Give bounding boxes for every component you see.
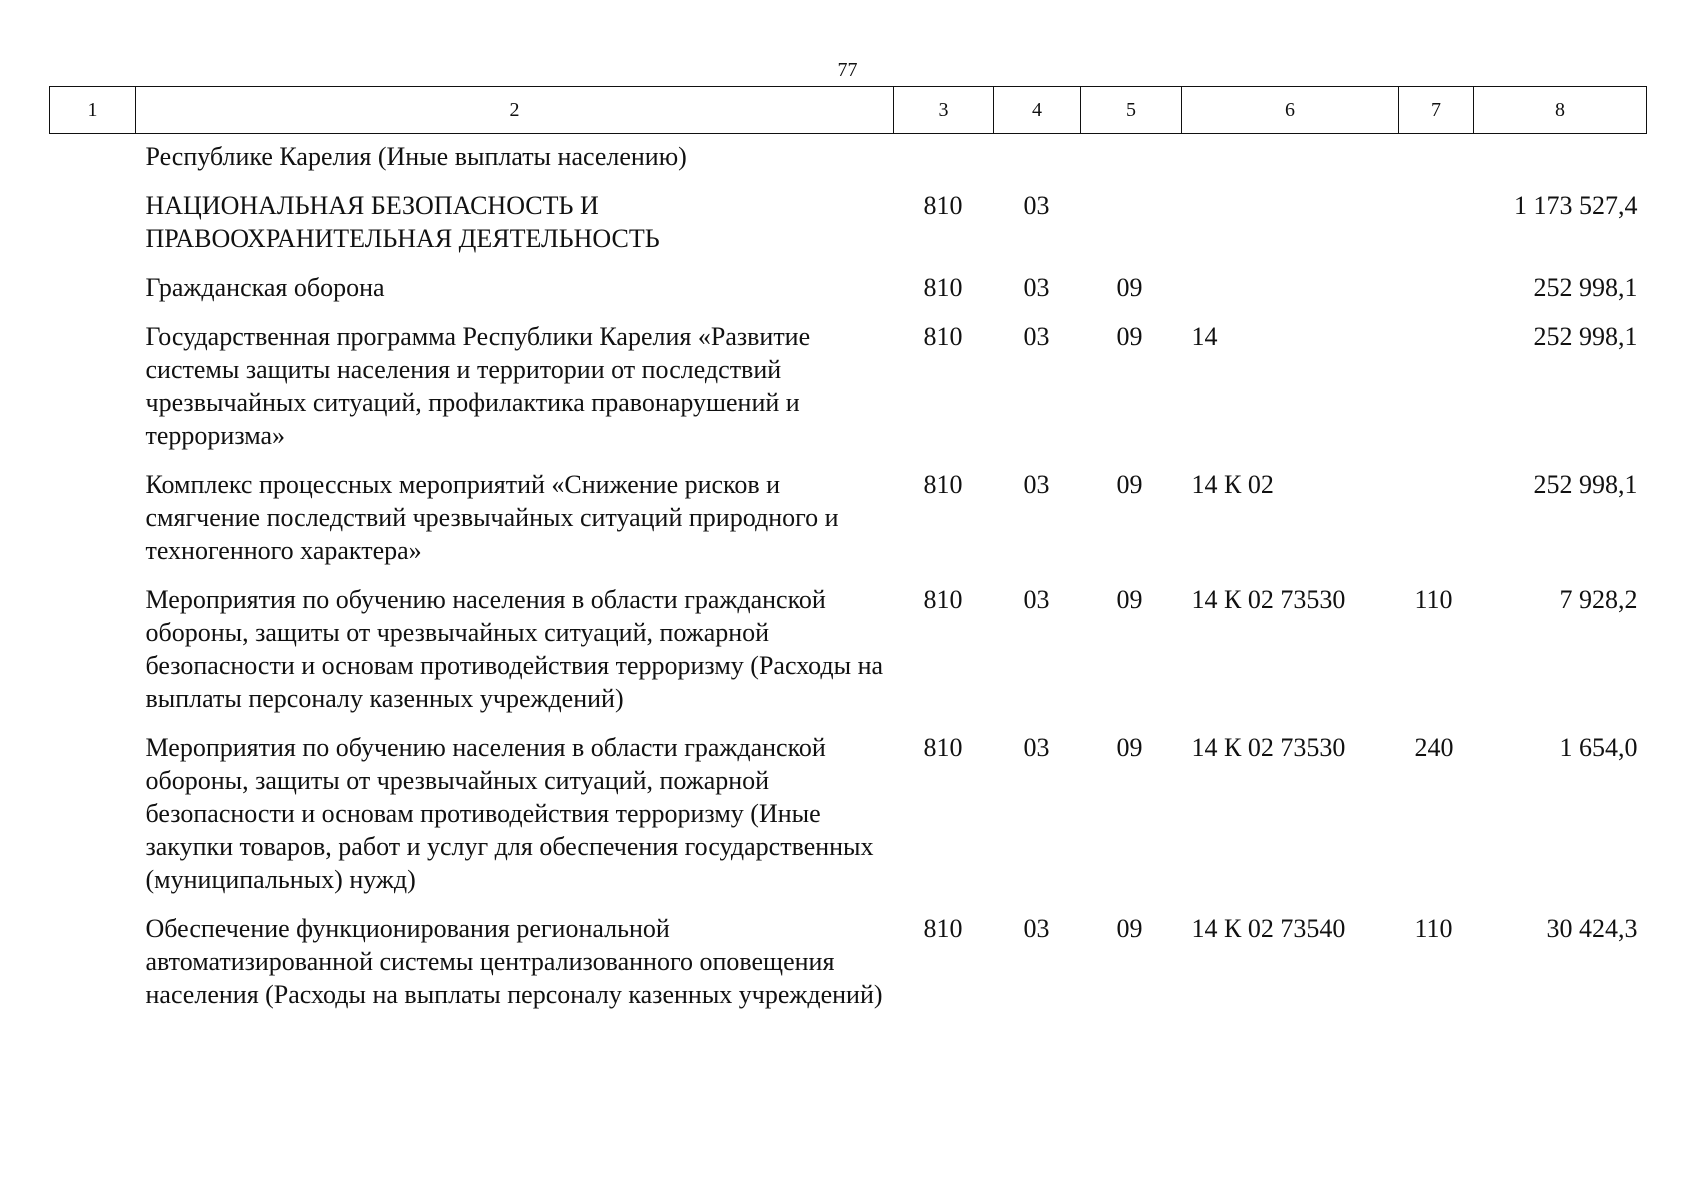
- expense-type-code: 110: [1414, 914, 1453, 943]
- row-number-cell: [50, 452, 136, 567]
- target-article-code: 14: [1191, 322, 1218, 351]
- amount: [1474, 134, 1647, 174]
- row-number-cell: [50, 134, 136, 174]
- section-code: 03: [1023, 273, 1050, 302]
- header-row: [50, 87, 1647, 134]
- subsection-code: 09: [1116, 322, 1143, 351]
- amount: 252 998,1: [1533, 470, 1638, 499]
- expense-type-code: [1399, 255, 1474, 304]
- item-name: Мероприятия по обучению населения в области гражданской обороны, защиты от чрезвычайных ситуаций, пожарной безопасности и основам противодействия терроризму (Иные закупки товаров, работ и услуг для обеспечения государственных (муниципальных) нужд): [145, 733, 874, 894]
- subsection-code: [1081, 173, 1182, 255]
- expense-type-code: [1399, 304, 1474, 452]
- subsection-code: 09: [1116, 914, 1143, 943]
- subsection-code: 09: [1116, 585, 1143, 614]
- header-col-3: 3: [894, 87, 994, 134]
- expense-type-code: [1399, 173, 1474, 255]
- row-number-cell: [50, 715, 136, 896]
- ministry-code: [894, 134, 994, 174]
- row-number-cell: [50, 896, 136, 1011]
- row-number-cell: [50, 567, 136, 715]
- section-code: 03: [1023, 191, 1050, 220]
- budget-table: [49, 86, 1647, 1011]
- table-row: [50, 452, 1647, 567]
- table-row: [50, 896, 1647, 1011]
- expense-type-code: 110: [1414, 585, 1453, 614]
- header-col-1: 1: [50, 87, 136, 134]
- row-number-cell: [50, 173, 136, 255]
- section-code: 03: [1023, 585, 1050, 614]
- expense-type-code: [1399, 134, 1474, 174]
- table-row: [50, 304, 1647, 452]
- table-header: [50, 87, 1647, 134]
- ministry-code: 810: [923, 470, 963, 499]
- section-code: 03: [1023, 322, 1050, 351]
- amount: 7 928,2: [1559, 585, 1638, 614]
- page-number: [0, 58, 1697, 82]
- header-col-5: 5: [1081, 87, 1182, 134]
- item-name: Мероприятия по обучению населения в области гражданской обороны, защиты от чрезвычайных ситуаций, пожарной безопасности и основам противодействия терроризму (Расходы на выплаты персоналу казенных учреждений): [145, 585, 884, 713]
- section-code: 03: [1023, 733, 1050, 762]
- table-row: [50, 567, 1647, 715]
- ministry-code: 810: [923, 585, 963, 614]
- item-name: Комплекс процессных мероприятий «Снижение рисков и смягчение последствий чрезвычайных ситуаций природного и техногенного характера»: [145, 470, 839, 565]
- table-row: [50, 255, 1647, 304]
- amount: 252 998,1: [1533, 273, 1638, 302]
- amount: 30 424,3: [1546, 914, 1638, 943]
- item-name: Государственная программа Республики Карелия «Развитие системы защиты населения и территории от последствий чрезвычайных ситуаций, профилактика правонарушений и терроризма»: [145, 322, 811, 450]
- row-number-cell: [50, 304, 136, 452]
- section-code: 03: [1023, 470, 1050, 499]
- section-code: [994, 134, 1081, 174]
- subsection-code: [1081, 134, 1182, 174]
- item-name: Гражданская оборона: [145, 273, 385, 302]
- expense-type-code: [1399, 452, 1474, 567]
- target-article-code: 14 К 02 73530: [1191, 733, 1346, 762]
- ministry-code: 810: [923, 322, 963, 351]
- table-row: [50, 715, 1647, 896]
- ministry-code: 810: [923, 273, 963, 302]
- ministry-code: 810: [923, 733, 963, 762]
- header-col-6: 6: [1182, 87, 1399, 134]
- target-article-code: 14 К 02 73540: [1191, 914, 1346, 943]
- target-article-code: [1182, 134, 1399, 174]
- header-col-8: 8: [1474, 87, 1647, 134]
- target-article-code: [1182, 255, 1399, 304]
- target-article-code: 14 К 02: [1191, 470, 1274, 499]
- header-col-4: 4: [994, 87, 1081, 134]
- table-row: [50, 134, 1647, 174]
- subsection-code: 09: [1116, 273, 1143, 302]
- table-row: [50, 173, 1647, 255]
- header-col-2: 2: [136, 87, 894, 134]
- item-name: Обеспечение функционирования региональной автоматизированной системы централизованного оповещения населения (Расходы на выплаты персоналу казенных учреждений): [145, 914, 883, 1009]
- ministry-code: 810: [923, 914, 963, 943]
- item-name: НАЦИОНАЛЬНАЯ БЕЗОПАСНОСТЬ И ПРАВООХРАНИТЕЛЬНАЯ ДЕЯТЕЛЬНОСТЬ: [145, 191, 660, 253]
- amount: 1 654,0: [1559, 733, 1638, 762]
- item-name: Республике Карелия (Иные выплаты населению): [145, 142, 687, 171]
- target-article-code: [1182, 173, 1399, 255]
- amount: 252 998,1: [1533, 322, 1638, 351]
- subsection-code: 09: [1116, 733, 1143, 762]
- row-number-cell: [50, 255, 136, 304]
- target-article-code: 14 К 02 73530: [1191, 585, 1346, 614]
- section-code: 03: [1023, 914, 1050, 943]
- amount: 1 173 527,4: [1514, 191, 1638, 220]
- expense-type-code: 240: [1414, 733, 1454, 762]
- subsection-code: 09: [1116, 470, 1143, 499]
- table-body: [50, 134, 1647, 1012]
- header-col-7: 7: [1399, 87, 1474, 134]
- ministry-code: 810: [923, 191, 963, 220]
- page-number-text: 77: [837, 59, 858, 81]
